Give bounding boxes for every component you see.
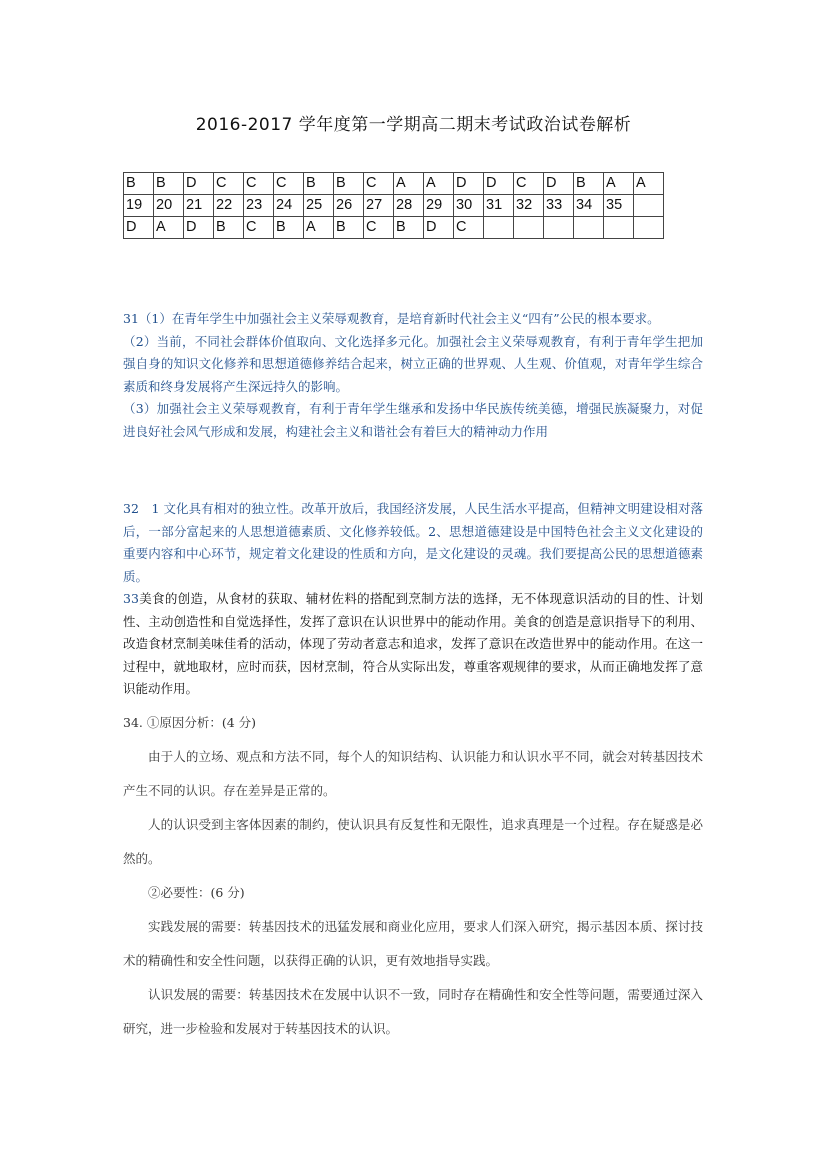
answer-cell: A: [424, 173, 454, 195]
answer-cell: B: [304, 173, 334, 195]
answer-cell: B: [274, 217, 304, 239]
q34-subheading: ②必要性：(6 分): [148, 885, 245, 900]
q34-paragraph-1: 由于人的立场、观点和方法不同，每个人的知识结构、认识能力和认识水平不同，就会对转基因技术产生不同的认识。存在差异是正常的。: [123, 749, 703, 798]
answer-cell: C: [364, 173, 394, 195]
answer-cell: D: [424, 217, 454, 239]
question-number-cell: 22: [214, 195, 244, 217]
answer-cell: A: [634, 173, 664, 195]
answer-cell: A: [304, 217, 334, 239]
answer-cell: A: [394, 173, 424, 195]
q33-answer: [123, 588, 703, 701]
page-title: 2016-2017 学年度第一学期高二期末考试政治试卷解析: [195, 115, 632, 135]
q34-paragraph-4: 认识发展的需要：转基因技术在发展中认识不一致，同时存在精确性和安全性等问题，需要通过深入研究，进一步检验和发展对于转基因技术的认识。: [123, 987, 703, 1036]
q33-number: 33: [123, 591, 139, 606]
question-number-cell: 30: [454, 195, 484, 217]
answer-row-2: [124, 195, 664, 217]
answer-cell: B: [124, 173, 154, 195]
question-number-cell: 28: [394, 195, 424, 217]
question-number-cell: [634, 195, 664, 217]
answer-cell: C: [274, 173, 304, 195]
answer-cell: B: [154, 173, 184, 195]
answer-cell: D: [454, 173, 484, 195]
answer-row-1: [124, 173, 664, 195]
question-number-cell: 32: [514, 195, 544, 217]
q32-answer: [123, 498, 703, 588]
answer-cell: D: [484, 173, 514, 195]
answer-cell: D: [184, 173, 214, 195]
answer-cell: A: [604, 173, 634, 195]
answer-cell: [574, 217, 604, 239]
answer-cell: C: [514, 173, 544, 195]
q31-answer: [123, 308, 703, 443]
q32-text: 32 1 文化具有相对的独立性。改革开放后，我国经济发展，人民生活水平提高，但精神文明建设相对落后，一部分富起来的人思想道德素质、文化修养较低。2、思想道德建设是中国特色社会主义文化建设的重要内容和中心环节，规定着文化建设的性质和方向，是文化建设的灵魂。我们要提高公民的思想道德素质。: [123, 501, 703, 584]
answer-cell: D: [544, 173, 574, 195]
answer-cell: C: [454, 217, 484, 239]
answer-cell: D: [184, 217, 214, 239]
answer-table: [123, 172, 664, 239]
question-number-cell: 29: [424, 195, 454, 217]
answer-cell: D: [124, 217, 154, 239]
answer-cell: [634, 217, 664, 239]
q34-answer: [123, 706, 703, 1046]
q34-paragraph-2: 人的认识受到主客体因素的制约，使认识具有反复性和无限性，追求真理是一个过程。存在疑惑是必然的。: [123, 817, 703, 866]
answer-cell: B: [214, 217, 244, 239]
question-number-cell: 34: [574, 195, 604, 217]
answer-cell: B: [334, 173, 364, 195]
q31-part-1: 31（1）在青年学生中加强社会主义荣辱观教育，是培育新时代社会主义“四有”公民的根本要求。: [123, 311, 660, 326]
answer-cell: C: [244, 173, 274, 195]
answer-cell: B: [394, 217, 424, 239]
question-number-cell: 23: [244, 195, 274, 217]
answer-cell: A: [154, 217, 184, 239]
question-number-cell: 31: [484, 195, 514, 217]
answer-row-3: [124, 217, 664, 239]
question-number-cell: 26: [334, 195, 364, 217]
question-number-cell: 19: [124, 195, 154, 217]
q34-paragraph-3: 实践发展的需要：转基因技术的迅猛发展和商业化应用，要求人们深入研究，揭示基因本质、探讨技术的精确性和安全性问题，以获得正确的认识，更有效地指导实践。: [123, 919, 703, 968]
question-number-cell: 20: [154, 195, 184, 217]
q34-heading: 34. ①原因分析：(4 分): [123, 715, 257, 730]
question-number-cell: 33: [544, 195, 574, 217]
q31-part-2: （2）当前，不同社会群体价值取向、文化选择多元化。加强社会主义荣辱观教育，有利于青年学生把加强自身的知识文化修养和思想道德修养结合起来，树立正确的世界观、人生观、价值观，对青年学生综合素质和终身发展将产生深远持久的影响。: [123, 333, 703, 394]
q31-part-3: （3）加强社会主义荣辱观教育，有利于青年学生继承和发扬中华民族传统美德，增强民族凝聚力，对促进良好社会风气形成和发展，构建社会主义和谐社会有着巨大的精神动力作用: [123, 401, 703, 439]
question-number-cell: 21: [184, 195, 214, 217]
answer-cell: [604, 217, 634, 239]
answer-cell: B: [334, 217, 364, 239]
answer-cell: [544, 217, 574, 239]
question-number-cell: 35: [604, 195, 634, 217]
answer-cell: [484, 217, 514, 239]
q33-text: 美食的创造，从食材的获取、辅材佐料的搭配到烹制方法的选择，无不体现意识活动的目的性、计划性、主动创造性和自觉选择性，发挥了意识在认识世界中的能动作用。美食的创造是意识指导下的利用、改造食材烹制美味佳肴的活动，体现了劳动者意志和追求，发挥了意识在改造世界中的能动作用。在这一过程中，就地取材，应时而获，因材烹制，符合从实际出发，尊重客观规律的要求，从而正确地发挥了意识能动作用。: [123, 591, 703, 696]
answer-cell: C: [214, 173, 244, 195]
question-number-cell: 24: [274, 195, 304, 217]
question-number-cell: 27: [364, 195, 394, 217]
answer-cell: C: [244, 217, 274, 239]
answer-cell: B: [574, 173, 604, 195]
answer-cell: C: [364, 217, 394, 239]
question-number-cell: 25: [304, 195, 334, 217]
answer-cell: [514, 217, 544, 239]
